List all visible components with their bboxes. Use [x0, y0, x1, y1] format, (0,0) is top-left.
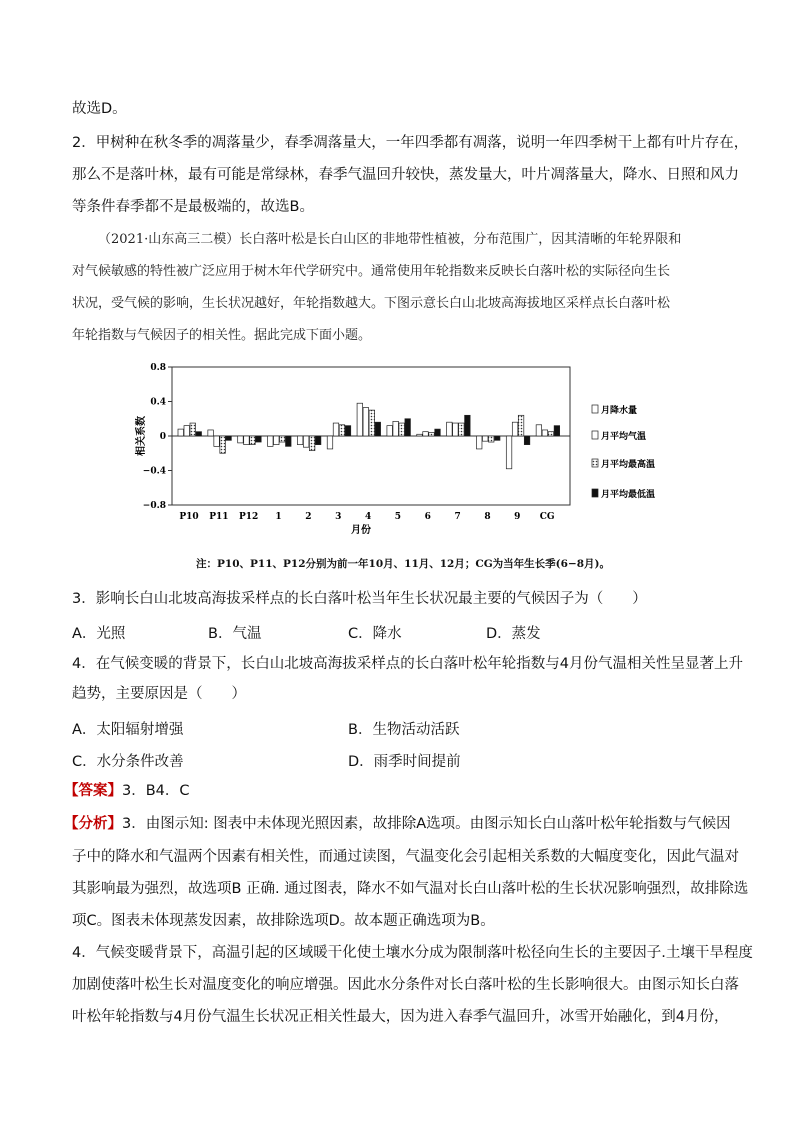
y-tick-label: 0	[159, 432, 166, 442]
bar	[518, 415, 524, 436]
legend-label: 月降水量	[601, 406, 638, 416]
x-tick-label: 1	[275, 512, 282, 522]
analysis-line: 项C。图表未体现蒸发因素，故排除选项D。故本题正确选项为B。	[72, 913, 495, 929]
bar	[238, 436, 244, 443]
bar	[274, 436, 280, 445]
bar	[256, 436, 262, 442]
bar	[309, 436, 315, 451]
analysis-label: 【分析】	[64, 816, 122, 832]
passage-line: 对气候敏感的特性被广泛应用于树木年代学研究中。通常使用年轮指数来反映长白落叶松的实际径向生长	[72, 264, 671, 279]
bar	[542, 430, 548, 436]
x-tick-label: P10	[179, 512, 199, 522]
analysis-line: 叶松年轮指数与4月份气温生长状况正相关性最大，因为进入春季气温回升，冰雪开始融化，到4月份，	[72, 1009, 729, 1025]
legend-swatch	[592, 459, 598, 467]
bar	[357, 403, 363, 436]
analysis-line: 子中的降水和气温两个因素有相关性，而通过读图，气温变化会引起相关系数的大幅度变化，因此气温对	[72, 849, 739, 865]
analysis-line: 加剧使落叶松生长对温度变化的响应增强。因此水分条件对长白落叶松的生长影响很大。由图示知长白落	[72, 977, 739, 993]
legend-label: 月平均气温	[601, 432, 647, 442]
text-line: 2．甲树种在秋冬季的凋落量少，春季凋落量大，一年四季都有凋落，说明一年四季树干上都有叶片存在，	[72, 135, 749, 151]
bar	[512, 422, 518, 436]
x-tick-label: 9	[514, 512, 521, 522]
x-tick-label: P12	[239, 512, 259, 522]
bar	[345, 426, 351, 436]
bar	[405, 419, 411, 436]
analysis-text: 3．由图示知: 图表中未体现光照因素，故排除A选项。由图示知长白山落叶松年轮指数与气候因	[122, 816, 731, 832]
x-tick-label: 3	[335, 512, 342, 522]
bar	[369, 410, 375, 436]
bar	[286, 436, 292, 446]
question-4: 4．在气候变暖的背景下，长白山北坡高海拔采样点的长白落叶松年轮指数与4月份气温相关性呈显著上升	[72, 656, 743, 672]
x-tick-label: 8	[484, 512, 491, 522]
bar	[554, 426, 560, 436]
y-tick-label: −0.4	[142, 466, 166, 477]
y-tick-label: −0.8	[142, 501, 166, 511]
bar	[303, 436, 309, 447]
bar	[423, 432, 429, 436]
q3-option-d: D．蒸发	[486, 626, 541, 642]
q4-option-d: D．雨季时间提前	[348, 754, 461, 770]
y-axis-label: 相关系数	[136, 416, 147, 456]
bar	[220, 436, 226, 453]
correlation-bar-chart	[130, 355, 670, 555]
y-tick-label: 0.4	[150, 397, 166, 408]
bar	[387, 426, 393, 436]
bar	[548, 432, 554, 436]
bar	[482, 436, 488, 441]
bar	[214, 436, 220, 446]
analysis-line: 4．气候变暖背景下，高温引起的区域暖干化使土壤水分成为限制落叶松径向生长的主要因子.土壤干旱程度	[72, 945, 753, 961]
x-tick-label: 2	[305, 512, 312, 522]
x-tick-label: 6	[424, 512, 431, 522]
legend-label: 月平均最低温	[601, 490, 656, 500]
bar	[524, 436, 530, 445]
bar	[465, 415, 471, 436]
bar	[375, 422, 381, 436]
bar	[453, 423, 459, 436]
answer-label: 【答案】	[64, 783, 122, 799]
bar	[536, 425, 542, 436]
q3-option-c: C．降水	[348, 626, 402, 642]
analysis-line: 其影响最为强烈，故选项B 正确. 通过图表，降水不如气温对长白山落叶松的生长状况影响强烈，故排除选	[72, 881, 749, 897]
legend-swatch	[592, 431, 598, 439]
x-tick-label: CG	[539, 512, 555, 522]
text-line: 那么不是落叶林，最有可能是常绿林，春季气温回升较快，蒸发量大，叶片凋落量大，降水、日照和风力	[72, 167, 739, 183]
bar	[494, 436, 500, 440]
text-line: 故选D。	[72, 101, 127, 117]
x-tick-label: 5	[394, 512, 402, 522]
bar	[506, 436, 512, 469]
question-4-cont: 趋势，主要原因是（ ）	[72, 686, 246, 702]
bar	[250, 436, 256, 445]
q4-option-b: B．生物活动活跃	[348, 722, 460, 738]
bar	[417, 434, 423, 436]
bar	[178, 429, 184, 436]
q3-option-a: A．光照	[72, 626, 126, 642]
x-axis-label: 月份	[351, 525, 371, 536]
bar	[339, 425, 345, 436]
bar	[333, 423, 339, 436]
text-line: 等条件春季都不是最极端的，故选B。	[72, 199, 314, 215]
bar	[327, 436, 333, 449]
bar	[196, 432, 202, 436]
bar	[447, 422, 453, 436]
y-tick-label: 0.8	[150, 363, 166, 373]
legend-label: 月平均最高温	[601, 460, 656, 470]
passage-line: 状况，受气候的影响，生长状况越好，年轮指数越大。下图示意长白山北坡高海拔地区采样点长白落叶松	[72, 296, 671, 311]
bar	[190, 423, 196, 436]
bar	[226, 436, 232, 440]
answer-text: 3．B4．C	[122, 783, 190, 799]
chart-note: 注：P10、P11、P12分别为前一年10月、11月、12月；CG为当年生长季(6−8月)。	[196, 558, 611, 570]
answer-line	[64, 782, 190, 800]
bar	[244, 436, 250, 445]
bar	[363, 408, 369, 436]
x-tick-label: 7	[454, 512, 461, 522]
question-3: 3．影响长白山北坡高海拔采样点的长白落叶松当年生长状况最主要的气候因子为（ ）	[72, 591, 647, 607]
bar	[393, 421, 399, 436]
bar	[435, 429, 441, 436]
x-tick-label: 4	[364, 512, 372, 522]
bar	[315, 436, 321, 445]
q4-option-a: A．太阳辐射增强	[72, 722, 184, 738]
q3-option-b: B．气温	[208, 626, 262, 642]
legend-swatch	[592, 489, 598, 497]
bar	[459, 423, 465, 436]
bar	[399, 423, 405, 436]
bar	[268, 436, 274, 446]
bar	[184, 426, 190, 436]
q4-option-c: C．水分条件改善	[72, 754, 184, 770]
bar	[280, 436, 286, 442]
legend-swatch	[592, 405, 598, 413]
passage-line: 年轮指数与气候因子的相关性。据此完成下面小题。	[72, 328, 372, 343]
bar	[488, 436, 494, 442]
x-tick-label: P11	[209, 512, 229, 522]
passage-line: （2021·山东高三二模）长白落叶松是长白山区的非地带性植被，分布范围广，因其清晰的年轮界限和	[98, 232, 682, 247]
bar	[429, 433, 435, 436]
bar	[208, 430, 214, 436]
analysis-line	[64, 815, 731, 833]
bar	[476, 436, 482, 449]
bar	[297, 436, 303, 445]
